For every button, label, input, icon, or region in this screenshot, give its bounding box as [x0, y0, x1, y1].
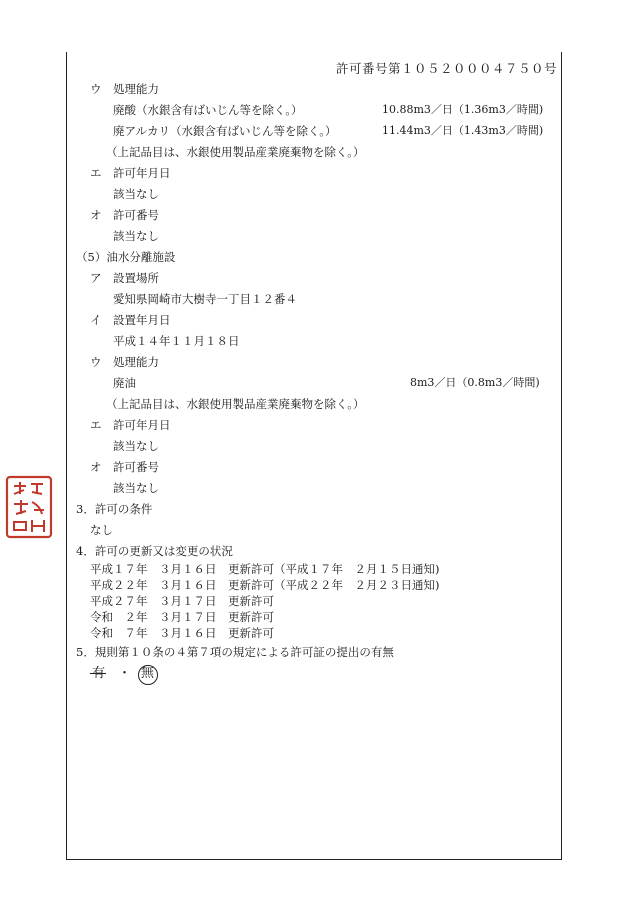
seal-stamp-icon: [4, 474, 54, 540]
renewal-row: 平成２２年 ３月１６日 更新許可（平成２２年 ２月２３日通知): [90, 578, 440, 592]
facility5-permit-date-value: 該当なし: [113, 439, 159, 453]
submission-yes: [92, 667, 105, 681]
facility5-capacity-note: （上記品目は、水銀使用製品産業廃棄物を除く。）: [106, 397, 365, 411]
section5-heading: 5．規則第１０条の４第７項の規定による許可証の提出の有無: [76, 645, 394, 659]
processing-capacity-heading: ウ 処理能力: [90, 82, 159, 96]
permit-date-value: 該当なし: [113, 187, 159, 201]
circled-no-mark: [138, 665, 158, 685]
facility5-date-value: 平成１４年１１月１８日: [113, 334, 240, 348]
renewal-row: 令和 ７年 ３月１６日 更新許可: [90, 626, 274, 640]
waste-acid-capacity: 10.88m3／日（1.36m3／時間): [382, 103, 544, 116]
yes-label: 有: [92, 666, 106, 681]
submission-dot: ・: [118, 666, 132, 681]
facility5-capacity-value: 8m3／日（0.8m3／時間): [410, 376, 540, 389]
section4-heading: 4．許可の更新又は変更の状況: [76, 544, 233, 558]
waste-alkali-capacity: 11.44m3／日（1.43m3／時間): [382, 124, 544, 137]
permit-number: 許可番号第１０５２０００４７５０号: [336, 61, 558, 76]
facility5-capacity-item: 廃油: [113, 376, 136, 390]
facility5-date-heading: イ 設置年月日: [90, 313, 171, 327]
renewal-row: 平成１７年 ３月１６日 更新許可（平成１７年 ２月１５日通知): [90, 562, 440, 576]
renewal-row: 令和 ２年 ３月１７日 更新許可: [90, 610, 274, 624]
waste-acid-label: 廃酸（水銀含有ばいじん等を除く。）: [113, 103, 303, 117]
facility5-location-heading: ア 設置場所: [90, 271, 159, 285]
section3-heading: 3．許可の条件: [76, 502, 153, 516]
facility5-heading: （5）油水分離施設: [76, 250, 176, 264]
section3-value: なし: [90, 523, 113, 537]
processing-note: （上記品目は、水銀使用製品産業廃棄物を除く。）: [106, 145, 365, 159]
facility5-permit-date-heading: エ 許可年月日: [90, 418, 171, 432]
facility5-capacity-heading: ウ 処理能力: [90, 355, 159, 369]
permit-no-value: 該当なし: [113, 229, 159, 243]
waste-alkali-label: 廃アルカリ（水銀含有ばいじん等を除く。）: [113, 124, 337, 138]
facility5-permit-no-heading: オ 許可番号: [90, 460, 159, 474]
permit-no-heading: オ 許可番号: [90, 208, 159, 222]
facility5-location-value: 愛知県岡崎市大樹寺一丁目１２番４: [113, 292, 297, 306]
strikethrough-yes: [90, 673, 106, 674]
permit-date-heading: エ 許可年月日: [90, 166, 171, 180]
facility5-permit-no-value: 該当なし: [113, 481, 159, 495]
submission-no: 無: [141, 666, 155, 681]
renewal-row: 平成２７年 ３月１７日 更新許可: [90, 594, 274, 608]
